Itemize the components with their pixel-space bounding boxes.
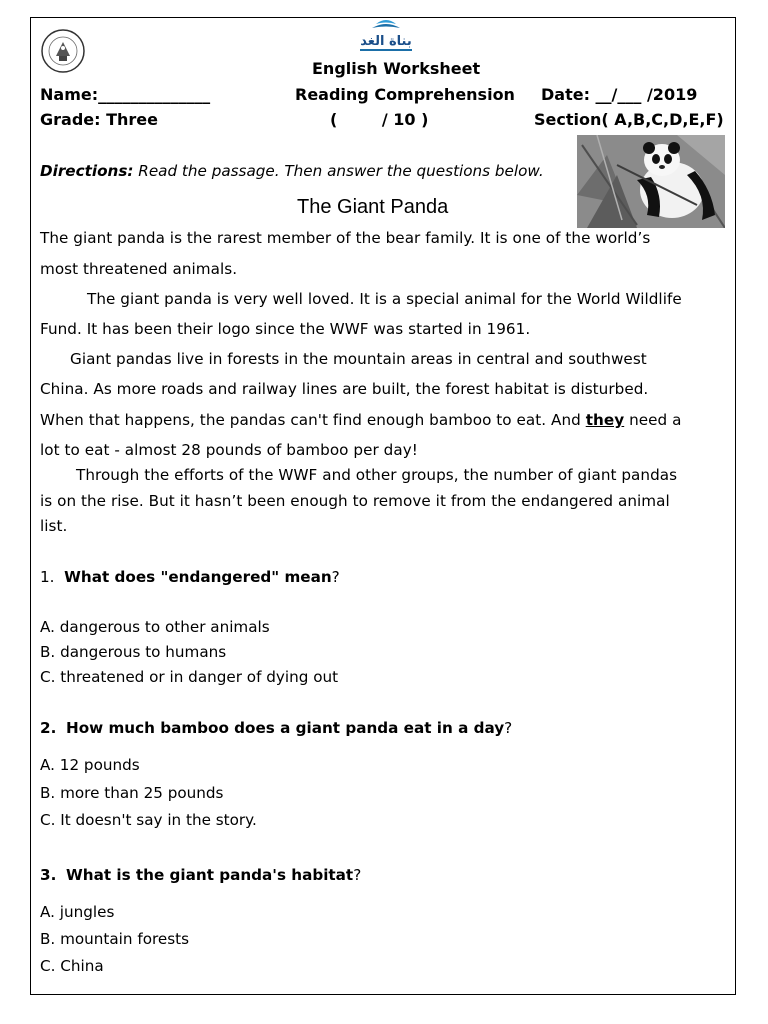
passage-line — [40, 411, 681, 429]
passage-line: Giant pandas live in forests in the mountain areas in central and southwest — [70, 350, 647, 368]
passage-title: The Giant Panda — [297, 196, 449, 218]
question-mark: ? — [504, 719, 513, 737]
passage-line: The giant panda is the rarest member of the bear family. It is one of the world’s — [40, 229, 651, 247]
question-mark: ? — [331, 568, 340, 586]
question-number: 2. — [40, 719, 57, 737]
worksheet-title: English Worksheet — [312, 59, 481, 78]
passage-line: list. — [40, 517, 68, 535]
question-3 — [40, 866, 361, 884]
question-text: How much bamboo does a giant panda eat in a day — [66, 719, 505, 737]
name-field-label: Name:______________ — [40, 85, 211, 104]
score-label: ( / 10 ) — [330, 110, 429, 129]
passage-line: China. As more roads and railway lines are built, the forest habitat is disturbed. — [40, 380, 649, 398]
passage-line: is on the rise. But it hasn’t been enough to remove it from the endangered animal — [40, 492, 670, 510]
answer-option[interactable]: B. dangerous to humans — [40, 643, 227, 661]
question-text: What is the giant panda's habitat — [66, 866, 354, 884]
school-seal-icon — [40, 28, 86, 74]
passage-line: Through the efforts of the WWF and other groups, the number of giant pandas — [76, 466, 678, 484]
passage-line: Fund. It has been their logo since the WWF was started in 1961. — [40, 320, 531, 338]
question-number: 1. — [40, 568, 55, 586]
answer-option[interactable]: A. jungles — [40, 903, 115, 921]
question-text: What does "endangered" mean — [64, 568, 332, 586]
answer-option[interactable]: C. It doesn't say in the story. — [40, 811, 257, 829]
grade-label: Grade: Three — [40, 110, 158, 129]
directions-text: Read the passage. Then answer the questions below. — [133, 162, 544, 180]
directions — [40, 162, 544, 180]
answer-option[interactable]: A. 12 pounds — [40, 756, 140, 774]
school-logo-icon — [346, 18, 426, 56]
date-field-label: Date: __/___ /2019 — [541, 85, 698, 104]
answer-option[interactable]: C. China — [40, 957, 104, 975]
giant-panda-photo — [577, 135, 725, 228]
answer-option[interactable]: B. more than 25 pounds — [40, 784, 224, 802]
question-mark: ? — [353, 866, 362, 884]
question-2 — [40, 719, 512, 737]
passage-text: When that happens, the pandas can't find enough bamboo to eat. And — [40, 411, 586, 429]
answer-option[interactable]: B. mountain forests — [40, 930, 190, 948]
emphasized-word: they — [585, 411, 625, 429]
worksheet-subtitle: Reading Comprehension — [295, 85, 515, 104]
section-label: Section( A,B,C,D,E,F) — [534, 110, 724, 129]
passage-line: The giant panda is very well loved. It is a special animal for the World Wildlife — [87, 290, 682, 308]
answer-option[interactable]: C. threatened or in danger of dying out — [40, 668, 339, 686]
directions-label: Directions: — [40, 162, 134, 180]
logo-text: بناة الغد — [360, 34, 412, 49]
answer-option[interactable]: A. dangerous to other animals — [40, 618, 270, 636]
question-number: 3. — [40, 866, 57, 884]
passage-line: lot to eat - almost 28 pounds of bamboo per day! — [40, 441, 418, 459]
passage-line: most threatened animals. — [40, 260, 238, 278]
passage-text: need a — [624, 411, 682, 429]
question-1 — [40, 568, 340, 586]
